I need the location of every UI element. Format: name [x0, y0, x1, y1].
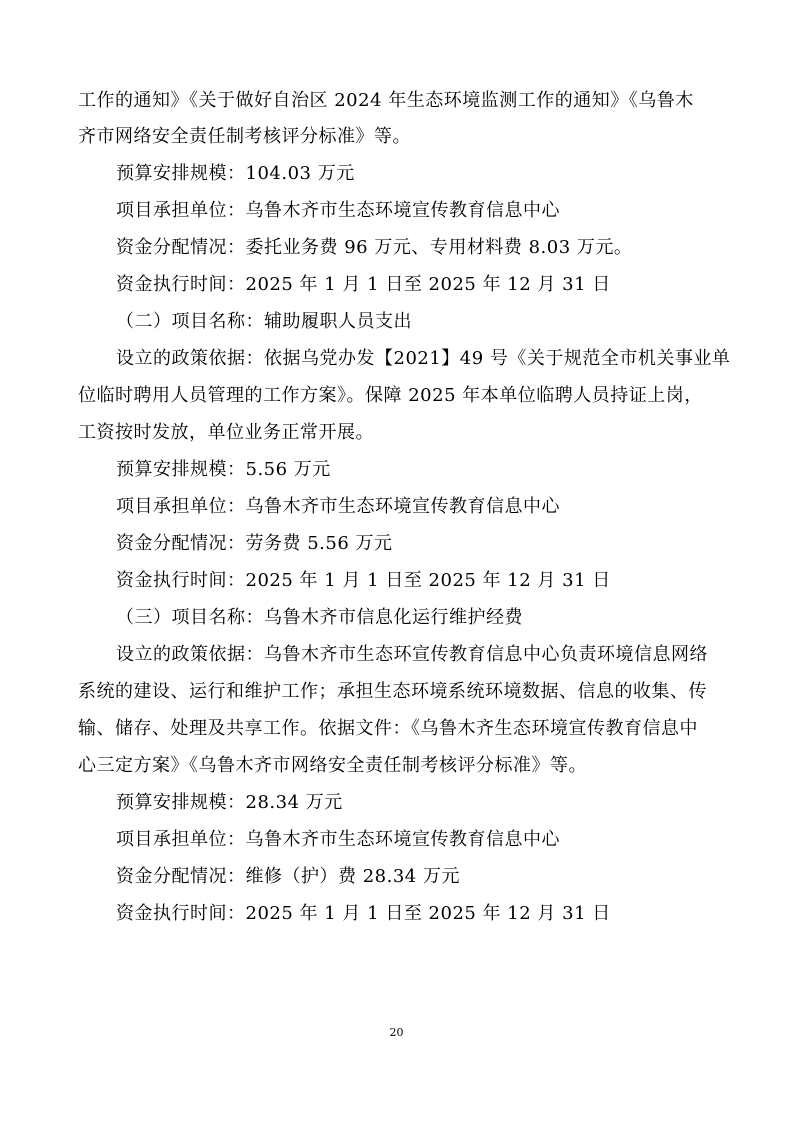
undertaking-unit-1: 项目承担单位：乌鲁木齐市生态环境宣传教育信息中心: [116, 200, 560, 221]
text-line-1: 工作的通知》《关于做好自治区 2024 年生态环境监测工作的通知》《乌鲁木: [78, 90, 694, 111]
undertaking-unit-3: 项目承担单位：乌鲁木齐市生态环境宣传教育信息中心: [116, 829, 560, 850]
project-heading-3: （三）项目名称：乌鲁木齐市信息化运行维护经费: [116, 607, 523, 628]
policy-basis-2-line-1: 设立的政策依据：依据乌党办发【2021】49 号《关于规范全市机关事业单: [116, 348, 731, 369]
text-line-2: 齐市网络安全责任制考核评分标准》等。: [78, 126, 411, 147]
policy-basis-2-line-2: 位临时聘用人员管理的工作方案》。保障 2025 年本单位临聘人员持证上岗，: [78, 385, 703, 406]
budget-scale-3: 预算安排规模：28.34 万元: [116, 792, 343, 813]
budget-scale-2: 预算安排规模：5.56 万元: [116, 459, 331, 480]
fund-allocation-1: 资金分配情况：委托业务费 96 万元、专用材料费 8.03 万元。: [116, 237, 633, 258]
policy-basis-3-line-1: 设立的政策依据：乌鲁木齐市生态环宣传教育信息中心负责环境信息网络: [116, 644, 708, 665]
fund-allocation-2: 资金分配情况：劳务费 5.56 万元: [116, 533, 393, 554]
execution-time-1: 资金执行时间：2025 年 1 月 1 日至 2025 年 12 月 31 日: [116, 274, 611, 295]
execution-time-2: 资金执行时间：2025 年 1 月 1 日至 2025 年 12 月 31 日: [116, 570, 611, 591]
budget-scale-1: 预算安排规模：104.03 万元: [116, 163, 355, 184]
policy-basis-2-line-3: 工资按时发放，单位业务正常开展。: [78, 422, 374, 443]
execution-time-3: 资金执行时间：2025 年 1 月 1 日至 2025 年 12 月 31 日: [116, 903, 611, 924]
undertaking-unit-2: 项目承担单位：乌鲁木齐市生态环境宣传教育信息中心: [116, 496, 560, 517]
policy-basis-3-line-3: 输、储存、处理及共享工作。依据文件：《乌鲁木齐生态环境宣传教育信息中: [78, 718, 698, 739]
fund-allocation-3: 资金分配情况：维修（护）费 28.34 万元: [116, 866, 460, 887]
page-number: 20: [389, 1026, 404, 1039]
policy-basis-3-line-2: 系统的建设、运行和维护工作；承担生态环境系统环境数据、信息的收集、传: [78, 681, 707, 702]
project-heading-2: （二）项目名称：辅助履职人员支出: [116, 311, 412, 332]
policy-basis-3-line-4: 心三定方案》《乌鲁木齐市网络安全责任制考核评分标准》等。: [78, 755, 587, 776]
